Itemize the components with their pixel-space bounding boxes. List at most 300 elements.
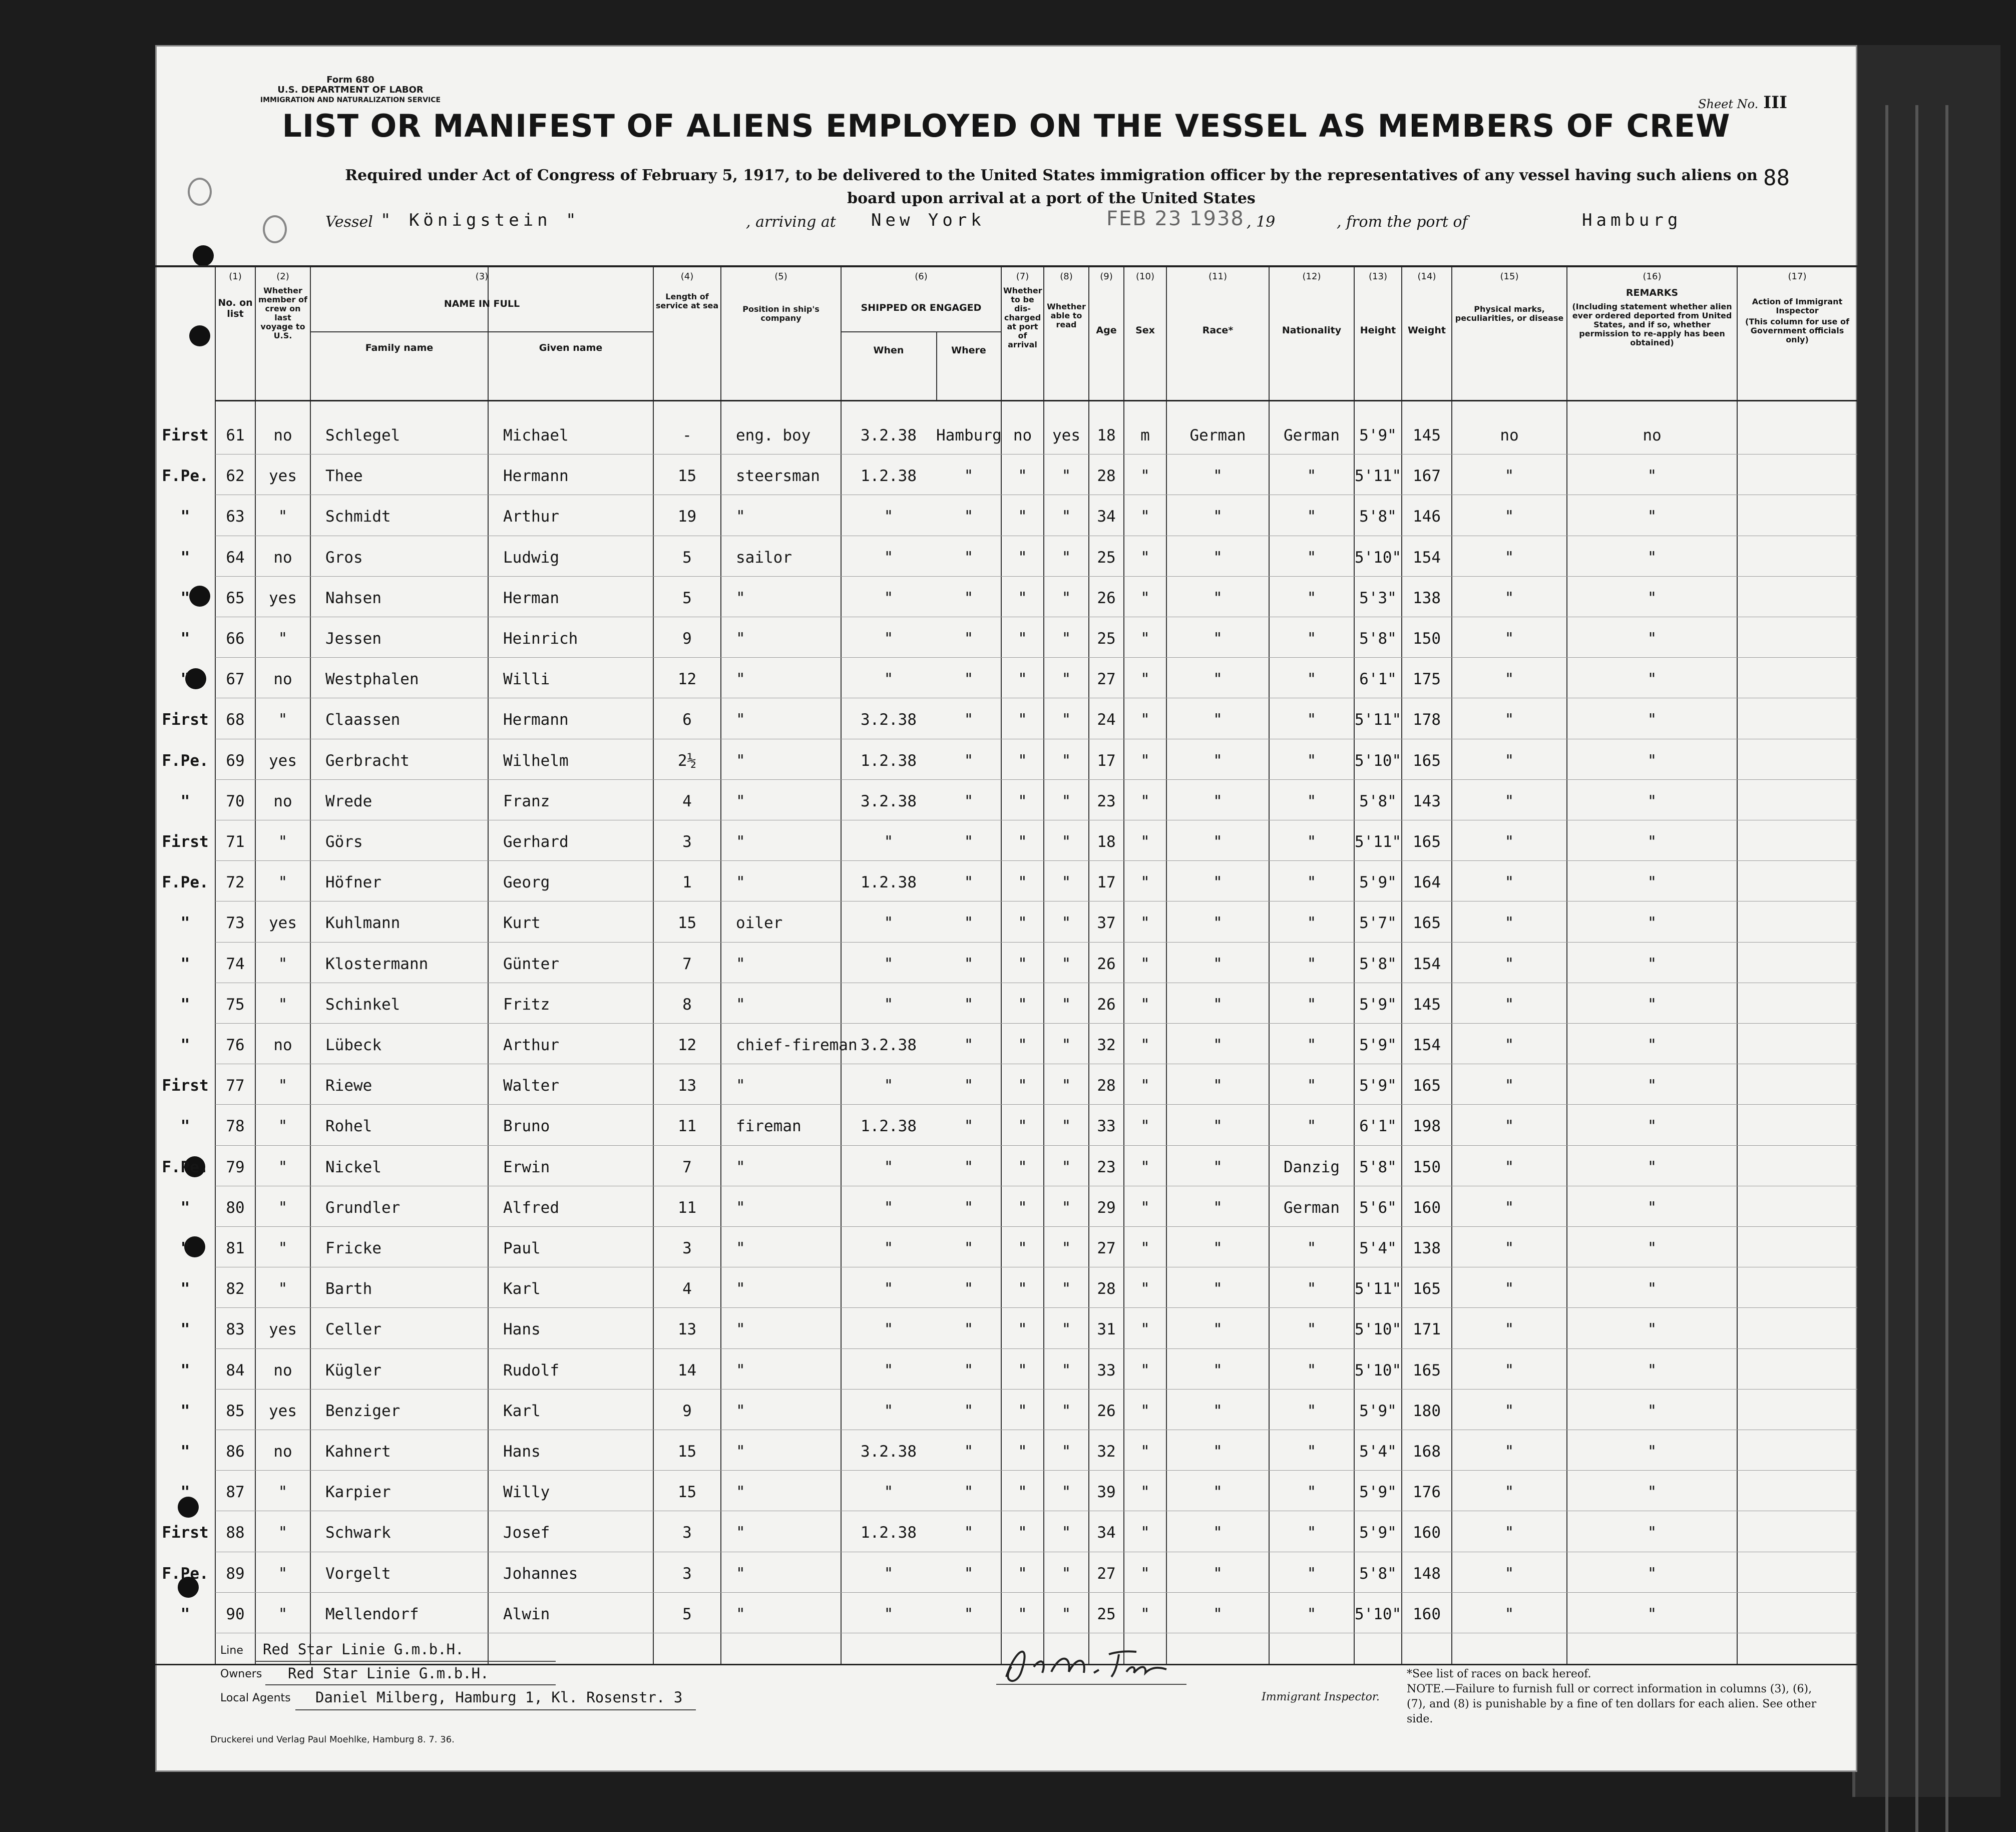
cell-cls: " <box>180 1280 190 1298</box>
cell-service: 9 <box>682 630 692 648</box>
cell-cls: " <box>180 1483 190 1501</box>
cell-phys: " <box>1504 711 1514 729</box>
cell-position: " <box>736 1605 745 1623</box>
cell-phys: " <box>1504 670 1514 688</box>
cell-height: 5'9" <box>1359 426 1397 444</box>
row-rule <box>215 860 1857 861</box>
cell-when: " <box>884 914 894 932</box>
cell-when: 1.2.38 <box>861 873 917 891</box>
cell-remarks: " <box>1647 792 1657 810</box>
cell-disch: " <box>1018 833 1027 851</box>
cell-disch: " <box>1018 1524 1027 1542</box>
row-rule <box>215 942 1857 943</box>
cell-read: " <box>1061 752 1071 770</box>
cell-when: " <box>884 1239 894 1257</box>
cell-weight: 148 <box>1413 1565 1441 1583</box>
cell-sex: " <box>1140 1524 1150 1542</box>
header-shipped: SHIPPED OR ENGAGED <box>861 302 982 313</box>
cell-given: Rudolf <box>503 1361 559 1380</box>
cell-age: 39 <box>1097 1483 1116 1501</box>
cell-sex: " <box>1140 1117 1150 1135</box>
from-label: , from the port of <box>1337 213 1468 231</box>
cell-prev: " <box>278 1158 288 1176</box>
cell-race: " <box>1213 955 1223 973</box>
cell-height: 5'11" <box>1354 1280 1402 1298</box>
cell-position: steersman <box>736 467 820 485</box>
cell-service: 14 <box>677 1361 697 1380</box>
cell-nat: " <box>1307 1361 1317 1380</box>
cell-where: " <box>964 833 974 851</box>
sheet-value: III <box>1763 93 1787 113</box>
cell-phys: " <box>1504 1361 1514 1380</box>
column-number: (8) <box>1060 271 1073 282</box>
cell-read: " <box>1061 873 1071 891</box>
cell-remarks: " <box>1647 1605 1657 1623</box>
cell-given: Günter <box>503 955 559 973</box>
cell-read: " <box>1061 1361 1071 1380</box>
cell-when: " <box>884 833 894 851</box>
cell-race: " <box>1213 1361 1223 1380</box>
cell-prev: " <box>278 996 288 1014</box>
cell-remarks: " <box>1647 1565 1657 1583</box>
cell-weight: 160 <box>1413 1605 1441 1623</box>
cell-given: Willi <box>503 670 550 688</box>
cell-family: Thee <box>325 467 363 485</box>
subheader-rule <box>310 331 653 332</box>
cell-disch: " <box>1018 1077 1027 1095</box>
cell-phys: " <box>1504 1158 1514 1176</box>
cell-age: 34 <box>1097 1524 1116 1542</box>
cell-given: Johannes <box>503 1565 578 1583</box>
cell-where: " <box>964 1199 974 1217</box>
cell-nat: Danzig <box>1284 1158 1340 1176</box>
cell-height: 5'11" <box>1354 711 1402 729</box>
row-rule <box>215 1145 1857 1146</box>
cell-phys: " <box>1504 1565 1514 1583</box>
cell-cls: " <box>180 1036 190 1054</box>
cell-sex: " <box>1140 955 1150 973</box>
cell-phys: " <box>1504 996 1514 1014</box>
cell-prev: " <box>278 1280 288 1298</box>
header-race: Race* <box>1202 325 1234 336</box>
subheader-rule <box>488 331 489 400</box>
cell-nat: " <box>1307 792 1317 810</box>
cell-position: " <box>736 1199 745 1217</box>
cell-service: 3 <box>682 833 692 851</box>
header-remarks-note: (Including statement whether alien ever ordered deported from United States, and if so, whether permission to re-apply has been obtained) <box>1572 302 1732 347</box>
cell-position: " <box>736 630 745 648</box>
cell-remarks: " <box>1647 1280 1657 1298</box>
cell-height: 5'9" <box>1359 1036 1397 1054</box>
cell-phys: " <box>1504 1402 1514 1420</box>
row-rule <box>215 1592 1857 1593</box>
cell-sex: " <box>1140 1402 1150 1420</box>
binder-hole <box>193 245 214 266</box>
cell-when: " <box>884 1565 894 1583</box>
form-number: Form 680 <box>326 75 374 85</box>
cell-sex: " <box>1140 1280 1150 1298</box>
cell-sex: " <box>1140 914 1150 932</box>
cell-given: Josef <box>503 1524 550 1542</box>
cell-when: 3.2.38 <box>861 792 917 810</box>
cell-weight: 175 <box>1413 670 1441 688</box>
cell-phys: " <box>1504 1036 1514 1054</box>
agents-value: Daniel Milberg, Hamburg 1, Kl. Rosenstr. 3 <box>315 1689 683 1706</box>
column-number: (14) <box>1417 271 1436 282</box>
cell-where: " <box>964 1443 974 1461</box>
row-rule <box>215 779 1857 780</box>
cell-where: Hamburg <box>936 426 1002 444</box>
cell-where: " <box>964 1483 974 1501</box>
cell-cls: " <box>180 1443 190 1461</box>
cell-where: " <box>964 996 974 1014</box>
cell-where: " <box>964 589 974 607</box>
cell-weight: 178 <box>1413 711 1441 729</box>
cell-cls: First <box>162 711 209 729</box>
row-rule <box>215 1470 1857 1471</box>
cell-cls: " <box>180 549 190 567</box>
cell-service: 12 <box>677 1036 697 1054</box>
cell-height: 5'10" <box>1354 1605 1402 1623</box>
cell-cls: " <box>180 1361 190 1380</box>
cell-phys: " <box>1504 833 1514 851</box>
cell-given: Erwin <box>503 1158 550 1176</box>
cell-remarks: " <box>1647 1524 1657 1542</box>
cell-no: 84 <box>226 1361 245 1380</box>
cell-height: 5'4" <box>1359 1443 1397 1461</box>
cell-cls: " <box>180 589 190 607</box>
arriving-label: , arriving at <box>746 213 836 231</box>
cell-remarks: " <box>1647 752 1657 770</box>
cell-sex: " <box>1140 467 1150 485</box>
cell-nat: " <box>1307 1280 1317 1298</box>
row-rule <box>215 576 1857 577</box>
cell-position: " <box>736 873 745 891</box>
cell-read: " <box>1061 711 1071 729</box>
printer-imprint: Druckerei und Verlag Paul Moehlke, Hamburg 8. 7. 36. <box>210 1734 455 1745</box>
cell-height: 5'9" <box>1359 996 1397 1014</box>
cell-family: Kahnert <box>325 1443 391 1461</box>
cell-phys: " <box>1504 630 1514 648</box>
cell-race: " <box>1213 1158 1223 1176</box>
cell-prev: " <box>278 1605 288 1623</box>
cell-remarks: " <box>1647 467 1657 485</box>
year-label: , 19 <box>1247 213 1276 231</box>
cell-weight: 171 <box>1413 1320 1441 1338</box>
service-name: IMMIGRATION AND NATURALIZATION SERVICE <box>260 96 441 104</box>
row-rule <box>215 1348 1857 1349</box>
cell-race: " <box>1213 630 1223 648</box>
cell-sex: " <box>1140 1199 1150 1217</box>
cell-weight: 176 <box>1413 1483 1441 1501</box>
column-number: (2) <box>276 271 289 282</box>
cell-position: " <box>736 1483 745 1501</box>
cell-nat: " <box>1307 589 1317 607</box>
column-number: (16) <box>1643 271 1662 282</box>
header-nationality: Nationality <box>1282 325 1342 336</box>
cell-given: Walter <box>503 1077 559 1095</box>
cell-when: 1.2.38 <box>861 752 917 770</box>
cell-nat: " <box>1307 1565 1317 1583</box>
vessel-label: Vessel <box>325 213 373 231</box>
races-note: *See list of races on back hereof. <box>1407 1668 1591 1680</box>
cell-age: 17 <box>1097 752 1116 770</box>
back-pages <box>1852 45 2000 1797</box>
cell-when: " <box>884 1199 894 1217</box>
cell-disch: " <box>1018 914 1027 932</box>
cell-prev: yes <box>269 1320 297 1338</box>
cell-age: 33 <box>1097 1361 1116 1380</box>
cell-age: 26 <box>1097 996 1116 1014</box>
cell-no: 90 <box>226 1605 245 1623</box>
cell-height: 5'9" <box>1359 1402 1397 1420</box>
line-label: Line <box>220 1644 243 1657</box>
cell-when: " <box>884 1402 894 1420</box>
cell-nat: German <box>1284 426 1340 444</box>
cell-sex: m <box>1140 426 1150 444</box>
cell-when: " <box>884 670 894 688</box>
cell-weight: 164 <box>1413 873 1441 891</box>
cell-disch: " <box>1018 1239 1027 1257</box>
column-number: (15) <box>1500 271 1519 282</box>
subheader-rule <box>841 331 1001 332</box>
cell-family: Karpier <box>325 1483 391 1501</box>
cell-where: " <box>964 1239 974 1257</box>
cell-race: " <box>1213 1402 1223 1420</box>
header-position: Position in ship's company <box>742 304 820 323</box>
cell-service: 12 <box>677 670 697 688</box>
agents-label: Local Agents <box>220 1692 291 1704</box>
cell-phys: " <box>1504 1320 1514 1338</box>
cell-family: Jessen <box>325 630 381 648</box>
row-rule <box>215 1389 1857 1390</box>
header-family-name: Family name <box>365 342 434 353</box>
header-physical: Physical marks, peculiarities, or disease <box>1455 304 1564 323</box>
cell-cls: F.Pe. <box>162 752 209 770</box>
cell-position: " <box>736 508 745 526</box>
cell-sex: " <box>1140 630 1150 648</box>
cell-position: " <box>736 752 745 770</box>
cell-when: " <box>884 1077 894 1095</box>
cell-phys: " <box>1504 1280 1514 1298</box>
cell-service: 15 <box>677 1483 697 1501</box>
cell-where: " <box>964 1280 974 1298</box>
cell-no: 75 <box>226 996 245 1014</box>
cell-given: Willy <box>503 1483 550 1501</box>
header-action: Action of Immigrant Inspector <box>1752 297 1843 315</box>
cell-position: " <box>736 1239 745 1257</box>
cell-no: 77 <box>226 1077 245 1095</box>
column-number: (6) <box>915 271 928 282</box>
cell-service: 19 <box>677 508 697 526</box>
cell-disch: " <box>1018 1199 1027 1217</box>
cell-read: " <box>1061 1320 1071 1338</box>
cell-race: " <box>1213 833 1223 851</box>
cell-disch: " <box>1018 1402 1027 1420</box>
cell-age: 31 <box>1097 1320 1116 1338</box>
header-when: When <box>873 345 904 356</box>
cell-remarks: " <box>1647 1483 1657 1501</box>
cell-given: Kurt <box>503 914 541 932</box>
cell-prev: yes <box>269 467 297 485</box>
cell-read: " <box>1061 955 1071 973</box>
cell-remarks: " <box>1647 1239 1657 1257</box>
footer-notes <box>1407 1667 1817 1727</box>
cell-nat: " <box>1307 1483 1317 1501</box>
inspector-signature <box>986 1637 1196 1692</box>
cell-age: 28 <box>1097 467 1116 485</box>
cell-age: 18 <box>1097 426 1116 444</box>
cell-no: 69 <box>226 752 245 770</box>
cell-when: 3.2.38 <box>861 1036 917 1054</box>
cell-disch: " <box>1018 670 1027 688</box>
cell-race: " <box>1213 467 1223 485</box>
cell-service: 13 <box>677 1320 697 1338</box>
cell-sex: " <box>1140 752 1150 770</box>
cell-age: 27 <box>1097 1239 1116 1257</box>
cell-remarks: " <box>1647 873 1657 891</box>
cell-age: 27 <box>1097 1565 1116 1583</box>
cell-service: 3 <box>682 1239 692 1257</box>
cell-position: " <box>736 589 745 607</box>
cell-when: " <box>884 955 894 973</box>
cell-disch: " <box>1018 711 1027 729</box>
cell-height: 5'3" <box>1359 589 1397 607</box>
cell-read: yes <box>1052 426 1080 444</box>
cell-where: " <box>964 955 974 973</box>
cell-position: " <box>736 1565 745 1583</box>
cell-read: " <box>1061 1483 1071 1501</box>
cell-cls: F.Pe. <box>162 1565 209 1583</box>
header-length-service: Length of service at sea <box>655 292 719 310</box>
cell-no: 68 <box>226 711 245 729</box>
cell-given: Hans <box>503 1320 541 1338</box>
cell-disch: " <box>1018 1605 1027 1623</box>
cell-family: Celler <box>325 1320 381 1338</box>
cell-family: Claassen <box>325 711 400 729</box>
cell-when: " <box>884 589 894 607</box>
cell-no: 88 <box>226 1524 245 1542</box>
cell-family: Gerbracht <box>325 752 410 770</box>
cell-remarks: " <box>1647 589 1657 607</box>
cell-where: " <box>964 1117 974 1135</box>
cell-prev: " <box>278 955 288 973</box>
cell-family: Rohel <box>325 1117 372 1135</box>
cell-race: " <box>1213 1199 1223 1217</box>
cell-given: Alwin <box>503 1605 550 1623</box>
cell-age: 28 <box>1097 1280 1116 1298</box>
cell-race: " <box>1213 508 1223 526</box>
column-rule <box>1857 267 1858 1664</box>
cell-height: 5'10" <box>1354 549 1402 567</box>
cell-prev: " <box>278 873 288 891</box>
cell-phys: " <box>1504 549 1514 567</box>
row-rule <box>215 657 1857 658</box>
cell-cls: " <box>180 670 190 688</box>
cell-disch: " <box>1018 1320 1027 1338</box>
cell-weight: 165 <box>1413 1077 1441 1095</box>
cell-nat: " <box>1307 873 1317 891</box>
cell-sex: " <box>1140 873 1150 891</box>
cell-service: 15 <box>677 467 697 485</box>
cell-where: " <box>964 1158 974 1176</box>
cell-nat: " <box>1307 752 1317 770</box>
cell-where: " <box>964 1524 974 1542</box>
cell-nat: " <box>1307 1036 1317 1054</box>
cell-when: 1.2.38 <box>861 1117 917 1135</box>
cell-service: - <box>682 426 692 444</box>
cell-where: " <box>964 914 974 932</box>
cell-given: Hans <box>503 1443 541 1461</box>
cell-family: Klostermann <box>325 955 429 973</box>
cell-age: 32 <box>1097 1036 1116 1054</box>
cell-read: " <box>1061 1117 1071 1135</box>
cell-where: " <box>964 549 974 567</box>
cell-height: 5'4" <box>1359 1239 1397 1257</box>
cell-prev: " <box>278 1483 288 1501</box>
cell-age: 33 <box>1097 1117 1116 1135</box>
cell-disch: " <box>1018 549 1027 567</box>
cell-weight: 150 <box>1413 1158 1441 1176</box>
cell-where: " <box>964 467 974 485</box>
cell-nat: " <box>1307 955 1317 973</box>
cell-given: Arthur <box>503 1036 559 1054</box>
cell-position: " <box>736 1524 745 1542</box>
cell-remarks: " <box>1647 1077 1657 1095</box>
cell-age: 23 <box>1097 792 1116 810</box>
cell-age: 25 <box>1097 549 1116 567</box>
cell-phys: " <box>1504 1524 1514 1542</box>
cell-sex: " <box>1140 1320 1150 1338</box>
cell-age: 26 <box>1097 955 1116 973</box>
cell-given: Franz <box>503 792 550 810</box>
header-name-in-full: NAME IN FULL <box>444 298 520 309</box>
cell-service: 2½ <box>677 752 697 770</box>
sheet-label: Sheet No. <box>1698 97 1759 111</box>
cell-race: " <box>1213 1483 1223 1501</box>
header-remarks: REMARKS <box>1626 287 1679 298</box>
cell-nat: " <box>1307 833 1317 851</box>
cell-when: " <box>884 630 894 648</box>
cell-family: Schmidt <box>325 508 391 526</box>
header-prev-voyage: Whether member of crew on last voyage to U.S. <box>258 286 307 340</box>
cell-service: 7 <box>682 955 692 973</box>
cell-weight: 198 <box>1413 1117 1441 1135</box>
cell-family: Fricke <box>325 1239 381 1257</box>
cell-position: " <box>736 1158 745 1176</box>
cell-race: " <box>1213 1239 1223 1257</box>
cell-sex: " <box>1140 1483 1150 1501</box>
cell-no: 79 <box>226 1158 245 1176</box>
line-value: Red Star Linie G.m.b.H. <box>263 1641 464 1658</box>
cell-where: " <box>964 752 974 770</box>
cell-cls: " <box>180 792 190 810</box>
cell-given: Arthur <box>503 508 559 526</box>
cell-read: " <box>1061 670 1071 688</box>
header-height: Height <box>1360 325 1396 336</box>
cell-family: Grundler <box>325 1199 400 1217</box>
cell-phys: " <box>1504 1077 1514 1095</box>
cell-cls: " <box>180 914 190 932</box>
row-rule <box>215 1023 1857 1024</box>
cell-where: " <box>964 1361 974 1380</box>
cell-prev: yes <box>269 914 297 932</box>
cell-service: 5 <box>682 1605 692 1623</box>
cell-given: Hermann <box>503 711 569 729</box>
cell-weight: 145 <box>1413 996 1441 1014</box>
cell-weight: 138 <box>1413 589 1441 607</box>
cell-race: " <box>1213 1036 1223 1054</box>
